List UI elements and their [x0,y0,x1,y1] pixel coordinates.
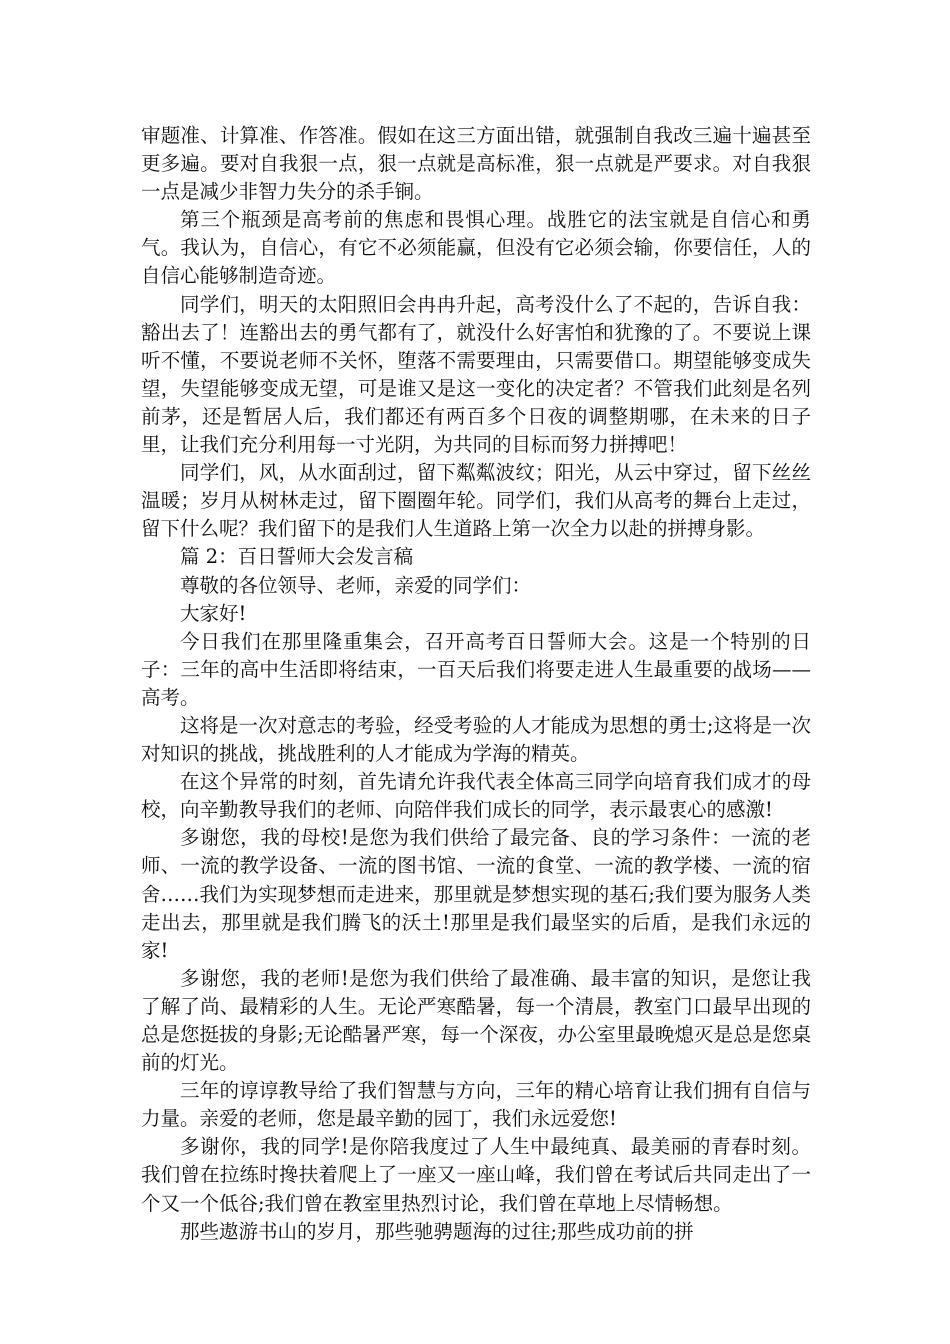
paragraph: 审题准、计算准、作答准。假如在这三方面出错，就强制自我改三遍十遍甚至更多遍。要对自我狠一点，狠一点就是高标准，狠一点就是严要求。对自我狠一点是减少非智力失分的杀手锏。 [141,124,811,204]
paragraph: 同学们，明天的太阳照旧会冉冉升起，高考没什么了不起的，告诉自我：豁出去了！连豁出去的勇气都有了，就没什么好害怕和犹豫的了。不要说上课听不懂，不要说老师不关怀，堕落不需要理由，只需要借口。期望能够变成失望，失望能够变成无望，可是谁又是这一变化的决定者？不管我们此刻是名列前茅，还是暂居人后，我们都还有两百多个日夜的调整期哪，在未来的日子里，让我们充分利用每一寸光阴，为共同的目标而努力拼搏吧！ [141,292,811,457]
greeting: 大家好! [180,601,247,625]
section-heading: 篇 2：百日誓师大会发言稿 [180,545,414,569]
paragraph: 这将是一次对意志的考验，经受考验的人才能成为思想的勇士;这将是一次对知识的挑战，挑战胜利的人才能成为学海的精英。 [141,713,811,766]
paragraph: 三年的谆谆教导给了我们智慧与方向，三年的精心培育让我们拥有自信与力量。亲爱的老师，您是最辛勤的园丁，我们永远爱您! [141,1079,811,1131]
paragraph: 那些遨游书山的岁月，那些驰骋题海的过往;那些成功前的拼 [180,1219,694,1243]
paragraph: 多谢您，我的老师!是您为我们供给了最准确、最丰富的知识，是您让我了解了尚、最精彩的人生。无论严寒酷暑，每一个清晨，教室门口最早出现的总是您挺拔的身影;无论酷暑严寒，每一个深夜，办公室里最晚熄灭是总是您桌前的灯光。 [141,966,811,1075]
salutation: 尊敬的各位领导、老师，亲爱的同学们： [180,573,532,597]
paragraph: 多谢你，我的同学!是你陪我度过了人生中最纯真、最美丽的青春时刻。我们曾在拉练时搀扶着爬上了一座又一座山峰，我们曾在考试后共同走出了一个又一个低谷;我们曾在教室里热烈讨论，我们曾在草地上尽情畅想。 [141,1135,811,1215]
paragraph: 多谢您，我的母校!是您为我们供给了最完备、良的学习条件：一流的老师、一流的教学设备、一流的图书馆、一流的食堂、一流的教学楼、一流的宿舍……我们为实现梦想而走进来，那里就是梦想实现的基石;我们要为服务人类走出去，那里就是我们腾飞的沃土!那里是我们最坚实的后盾，是我们永远的家! [141,826,811,962]
paragraph: 同学们，风，从水面刮过，留下粼粼波纹；阳光，从云中穿过，留下丝丝温暖；岁月从树林走过，留下圈圈年轮。同学们，我们从高考的舞台上走过，留下什么呢？我们留下的是我们人生道路上第一次全力以赴的拼搏身影。 [141,461,811,541]
paragraph: 在这个异常的时刻，首先请允许我代表全体高三同学向培育我们成才的母校，向辛勤教导我们的老师、向陪伴我们成长的同学，表示最衷心的感激! [141,770,811,822]
paragraph: 今日我们在那里隆重集会，召开高考百日誓师大会。这是一个特别的日子：三年的高中生活即将结束，一百天后我们将要走进人生最重要的战场——高考。 [141,629,811,709]
document-body [141,122,811,1246]
paragraph: 第三个瓶颈是高考前的焦虑和畏惧心理。战胜它的法宝就是自信心和勇气。我认为，自信心，有它不必须能赢，但没有它必须会输，你要信任，人的自信心能够制造奇迹。 [141,208,811,288]
